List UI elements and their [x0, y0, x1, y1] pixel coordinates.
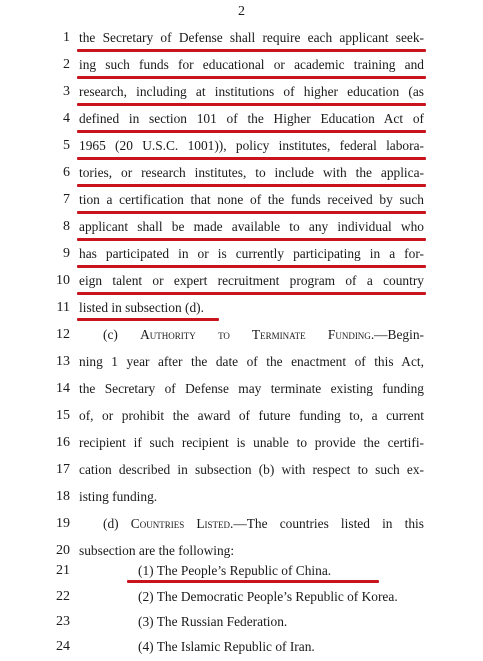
line-number: 18 [56, 489, 70, 504]
list-item: (1) The People’s Republic of China. [138, 563, 332, 578]
red-underline [77, 157, 426, 160]
red-underline [77, 49, 426, 52]
line-text: subsection are the following: [79, 543, 235, 558]
heading-continuation: .—The countries listed in this [230, 516, 424, 531]
list-item: (2) The Democratic People’s Republic of Korea. [138, 589, 398, 604]
line-text: tion a certification that none of the funds received by such [79, 192, 424, 207]
line-number: 11 [56, 300, 70, 315]
line-number: 15 [56, 408, 70, 423]
line-number: 23 [56, 614, 70, 629]
bill-line [0, 514, 483, 538]
bill-line [0, 298, 483, 322]
line-number: 20 [56, 543, 70, 558]
red-underline [77, 184, 426, 187]
line-number: 16 [56, 435, 70, 450]
line-text: 1965 (20 U.S.C. 1001)), policy institutes, federal labora- [79, 138, 424, 153]
line-text [103, 325, 424, 345]
bill-line [0, 612, 483, 636]
section-heading: Authority to Terminate Funding [140, 327, 371, 342]
red-underline [77, 318, 219, 321]
line-number: 5 [63, 138, 70, 153]
page-number: 2 [238, 4, 245, 19]
red-underline [77, 292, 426, 295]
subsection-label: (c) [103, 327, 141, 342]
bill-line [0, 352, 483, 376]
line-number: 1 [63, 30, 70, 45]
line-text [103, 514, 424, 534]
line-number: 12 [56, 327, 70, 342]
line-text: has participated in or is currently participating in a for- [79, 246, 424, 261]
line-number: 9 [63, 246, 70, 261]
line-number: 3 [63, 84, 70, 99]
line-number: 7 [63, 192, 70, 207]
red-underline [77, 76, 426, 79]
line-text: applicant shall be made available to any individual who [79, 219, 424, 234]
line-text: the Secretary of Defense shall require each applicant seek- [79, 30, 424, 45]
red-underline [77, 265, 426, 268]
red-underline [77, 130, 426, 133]
red-underline [77, 211, 426, 214]
line-number: 2 [63, 57, 70, 72]
line-text: recipient if such recipient is unable to provide the certifi- [79, 435, 424, 450]
heading-continuation: .—Begin- [370, 327, 424, 342]
line-text: ning 1 year after the date of the enactment of this Act, [79, 354, 424, 369]
bill-line [0, 433, 483, 457]
bill-line [0, 460, 483, 484]
bill-line [0, 587, 483, 611]
line-number: 10 [56, 273, 70, 288]
red-underline [77, 238, 426, 241]
list-item: (3) The Russian Federation. [138, 614, 288, 629]
list-item: (4) The Islamic Republic of Iran. [138, 639, 315, 654]
line-number: 22 [56, 589, 70, 604]
section-heading: Countries Listed [130, 516, 231, 531]
line-text: defined in section 101 of the Higher Education Act of [79, 111, 424, 126]
bill-line [0, 406, 483, 430]
red-underline [127, 580, 379, 583]
line-number: 6 [63, 165, 70, 180]
line-text: cation described in subsection (b) with respect to such ex- [79, 462, 424, 477]
line-number: 19 [56, 516, 70, 531]
line-number: 8 [63, 219, 70, 234]
bill-line [0, 487, 483, 511]
line-text: the Secretary of Defense may terminate existing funding [79, 381, 424, 396]
line-number: 17 [56, 462, 70, 477]
line-text: tories, or research institutes, to include with the applica- [79, 165, 424, 180]
line-text: eign talent or expert recruitment program of a country [79, 273, 424, 288]
line-text: research, including at institutions of higher education (as [79, 84, 424, 99]
line-number: 21 [56, 563, 70, 578]
line-text: ing such funds for educational or academic training and [79, 57, 424, 72]
subsection-label: (d) [103, 516, 131, 531]
line-number: 14 [56, 381, 70, 396]
line-text: of, or prohibit the award of future funding to, a current [79, 408, 424, 423]
line-number: 13 [56, 354, 70, 369]
line-text: isting funding. [79, 489, 158, 504]
red-underline [77, 103, 426, 106]
bill-line [0, 325, 483, 349]
line-text: listed in subsection (d). [79, 300, 204, 315]
line-number: 24 [56, 639, 70, 654]
line-number: 4 [63, 111, 70, 126]
bill-line [0, 379, 483, 403]
bill-line [0, 637, 483, 661]
